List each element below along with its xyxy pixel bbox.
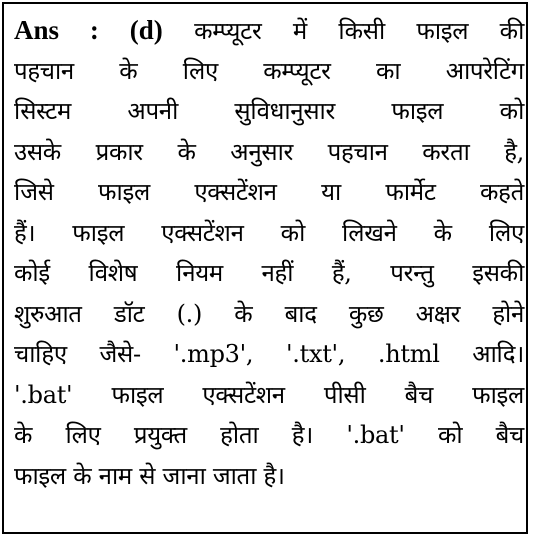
answer-line-9: चाहिए जैसे- '.mp3', '.txt', .html आदि। [14, 340, 524, 368]
answer-line-5: जिसे फाइल एक्सटेंशन या फार्मेट कहते [14, 178, 524, 206]
answer-line-2: पहचान के लिए कम्प्यूटर का आपरेटिंग [14, 56, 524, 85]
answer-line-10: '.bat' फाइल एक्सटेंशन पीसी बैच फाइल [14, 380, 524, 409]
answer-line-1-text: कम्प्यूटर में किसी फाइल की [162, 17, 524, 45]
answer-line-11: के लिए प्रयुक्त होता है। '.bat' को बैच [14, 421, 524, 449]
answer-text [14, 10, 524, 496]
answer-line-6: हैं। फाइल एक्सटेंशन को लिखने के लिए [14, 218, 524, 247]
answer-line-3: सिस्टम अपनी सुविधानुसार फाइल को [14, 97, 524, 125]
answer-box [2, 2, 528, 534]
answer-label: Ans : (d) [14, 15, 163, 45]
answer-line-12: फाइल के नाम से जाना जाता है। [14, 461, 285, 490]
cut-off-next-line [40, 536, 510, 543]
answer-line-4: उसके प्रकार के अनुसार पहचान करता है, [14, 137, 524, 166]
answer-line-7: कोई विशेष नियम नहीं हैं, परन्तु इसकी [14, 259, 524, 287]
answer-line-8: शुरुआत डॉट (.) के बाद कुछ अक्षर होने [14, 299, 524, 328]
answer-line-1 [14, 10, 524, 51]
